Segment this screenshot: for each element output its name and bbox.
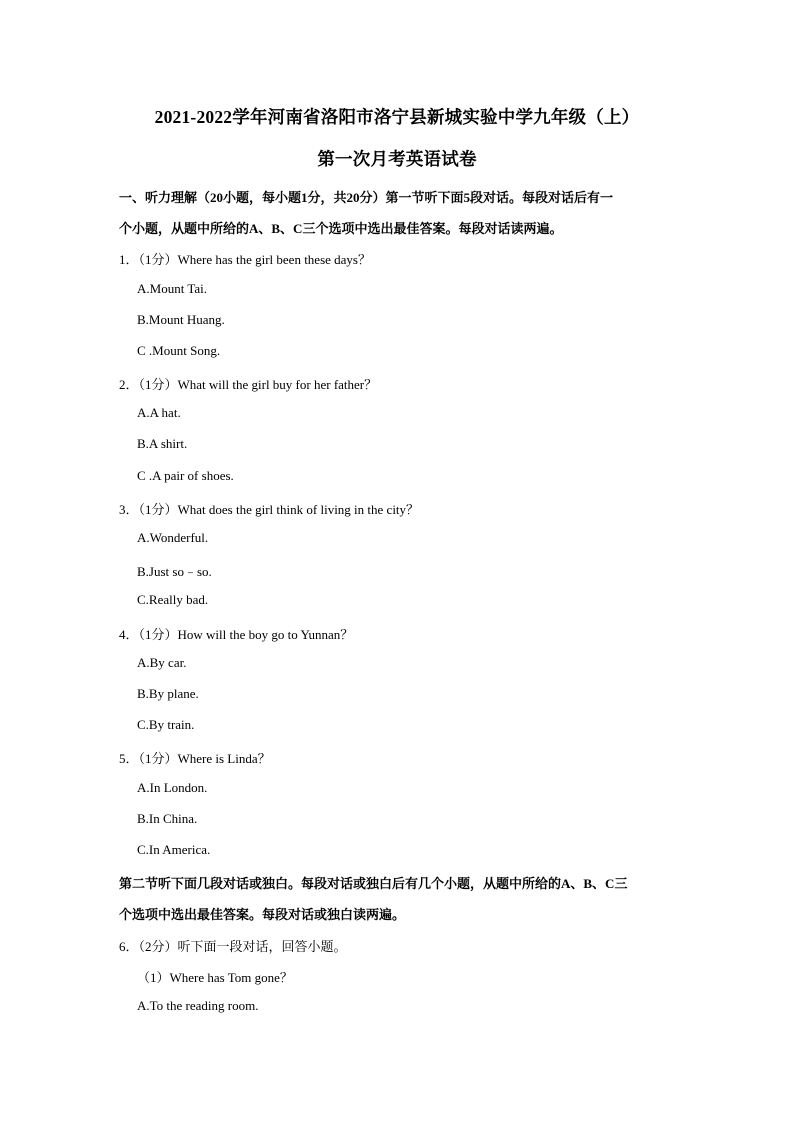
question-4-option-a: A.By car. bbox=[137, 655, 187, 670]
question-1-option-a: A.Mount Tai. bbox=[137, 281, 207, 296]
question-3-stem: 3．（1分）What does the girl think of living in the city？ bbox=[119, 502, 420, 517]
question-2-option-a: A.A hat. bbox=[137, 405, 181, 420]
question-5-option-c: C.In America. bbox=[137, 842, 211, 857]
question-4-option-c: C.By train. bbox=[137, 717, 195, 732]
question-6-stem: 6．（2分）听下面一段对话，回答小题。 bbox=[119, 939, 347, 954]
question-4-option-b: B.By plane. bbox=[137, 686, 199, 701]
question-6-sub-1-option-a: A.To the reading room. bbox=[137, 998, 259, 1013]
question-2-option-b: B.A shirt. bbox=[137, 436, 188, 451]
question-6-sub-1-stem: （1）Where has Tom gone？ bbox=[137, 970, 293, 985]
exam-title-line-1: 2021-2022学年河南省洛阳市洛宁县新城实验中学九年级（上） bbox=[154, 107, 640, 127]
question-2-option-c: C .A pair of shoes. bbox=[137, 468, 234, 483]
question-4-stem: 4．（1分）How will the boy go to Yunnan？ bbox=[119, 627, 354, 642]
section2-heading-line-2: 个选项中选出最佳答案。每段对话或独白读两遍。 bbox=[119, 907, 406, 922]
question-5-option-b: B.In China. bbox=[137, 811, 198, 826]
question-5-option-a: A.In London. bbox=[137, 780, 208, 795]
section1-heading-line-1: 一、听力理解（20小题，每小题1分，共20分）第一节听下面5段对话。每段对话后有一 bbox=[119, 190, 614, 205]
question-1-option-c: C .Mount Song. bbox=[137, 343, 221, 358]
question-5-stem: 5．（1分）Where is Linda？ bbox=[119, 751, 271, 766]
question-3-option-c: C.Really bad. bbox=[137, 592, 209, 607]
section1-heading-line-2: 个小题，从题中所给的A、B、C三个选项中选出最佳答案。每段对话读两遍。 bbox=[119, 221, 563, 236]
question-1-stem: 1．（1分）Where has the girl been these days？ bbox=[119, 252, 371, 267]
question-2-stem: 2．（1分）What will the girl buy for her father？ bbox=[119, 377, 378, 392]
exam-title-line-2: 第一次月考英语试卷 bbox=[317, 149, 477, 169]
question-3-option-a: A.Wonderful. bbox=[137, 530, 209, 545]
question-3-option-b: B.Just so﹣so. bbox=[137, 564, 212, 579]
question-1-option-b: B.Mount Huang. bbox=[137, 312, 225, 327]
section2-heading-line-1: 第二节听下面几段对话或独白。每段对话或独白后有几个小题，从题中所给的A、B、C三 bbox=[119, 876, 628, 891]
